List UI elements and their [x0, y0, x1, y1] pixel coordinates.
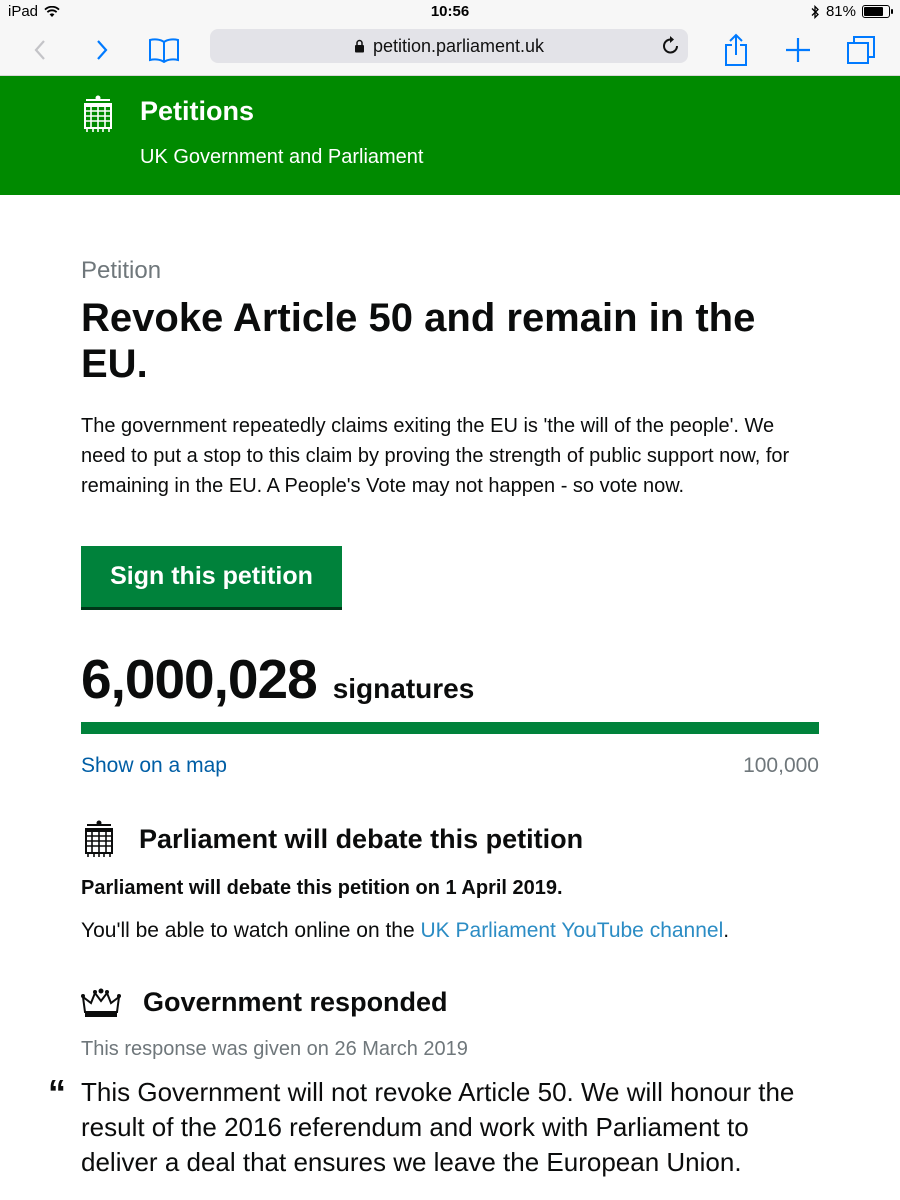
share-icon [723, 33, 749, 67]
signature-label: signatures [332, 673, 475, 704]
site-title[interactable]: Petitions [140, 96, 255, 126]
bluetooth-icon [810, 5, 820, 19]
new-tab-button[interactable] [780, 32, 816, 68]
reload-button[interactable] [662, 35, 680, 60]
youtube-channel-link[interactable]: UK Parliament YouTube channel [420, 919, 724, 942]
battery-percent: 81% [825, 3, 856, 20]
site-header [0, 76, 900, 195]
share-button[interactable] [718, 32, 754, 68]
debate-section-heading [81, 819, 583, 859]
back-button[interactable] [22, 32, 58, 68]
signature-progress-fill [81, 722, 819, 734]
site-subtitle: UK Government and Parliament [140, 146, 424, 168]
url-text: petition.parliament.uk [372, 35, 545, 56]
page-kicker: Petition [81, 257, 162, 284]
lock-icon [354, 39, 365, 53]
watch-prefix: You'll be able to watch online on the [81, 919, 421, 942]
signature-count-row [81, 647, 474, 711]
plus-icon [785, 37, 811, 63]
sign-petition-button[interactable]: Sign this petition [81, 546, 342, 607]
battery-icon [862, 5, 890, 18]
address-bar[interactable] [210, 29, 688, 63]
portcullis-icon [81, 819, 117, 859]
tabs-icon [846, 35, 876, 65]
chevron-left-icon [33, 39, 47, 61]
show-on-map-link[interactable]: Show on a map [81, 754, 227, 777]
bookmarks-button[interactable] [146, 32, 182, 68]
government-response-quote: This Government will not revoke Article 50. We will honour the result of the 2016 referendum and work with Parliament to deliver a deal that ensures we leave the European Union. [81, 1077, 795, 1177]
device-name: iPad [8, 3, 39, 20]
chevron-right-icon [95, 39, 109, 61]
response-date: This response was given on 26 March 2019 [81, 1038, 468, 1060]
tabs-button[interactable] [843, 32, 879, 68]
reload-icon [662, 35, 680, 55]
portcullis-icon [80, 94, 116, 134]
crown-icon [81, 988, 121, 1018]
book-icon [148, 37, 180, 63]
status-time: 10:56 [430, 3, 470, 20]
watch-online-text [81, 919, 729, 943]
debate-heading: Parliament will debate this petition [139, 823, 584, 854]
status-right [810, 3, 890, 20]
petition-title: Revoke Article 50 and remain in the EU. [81, 296, 756, 386]
signature-count: 6,000,028 [81, 648, 317, 710]
forward-button[interactable] [84, 32, 120, 68]
petition-description: The government repeatedly claims exiting the EU is 'the will of the people'. We need to put a stop to this claim by proving the strength of public support now, for remaining in the EU. A People's Vote may not happen - so vote now. [81, 415, 790, 497]
signature-progress-bar [81, 722, 819, 734]
quote-mark: “ [48, 1072, 66, 1113]
signature-threshold: 100,000 [743, 754, 819, 777]
response-section-heading [81, 987, 448, 1018]
status-bar [0, 0, 900, 24]
watch-suffix: . [723, 919, 730, 942]
debate-date: Parliament will debate this petition on 1 April 2019. [81, 877, 563, 899]
response-heading: Government responded [143, 987, 448, 1017]
battery-level [864, 7, 883, 16]
browser-toolbar [0, 24, 900, 76]
